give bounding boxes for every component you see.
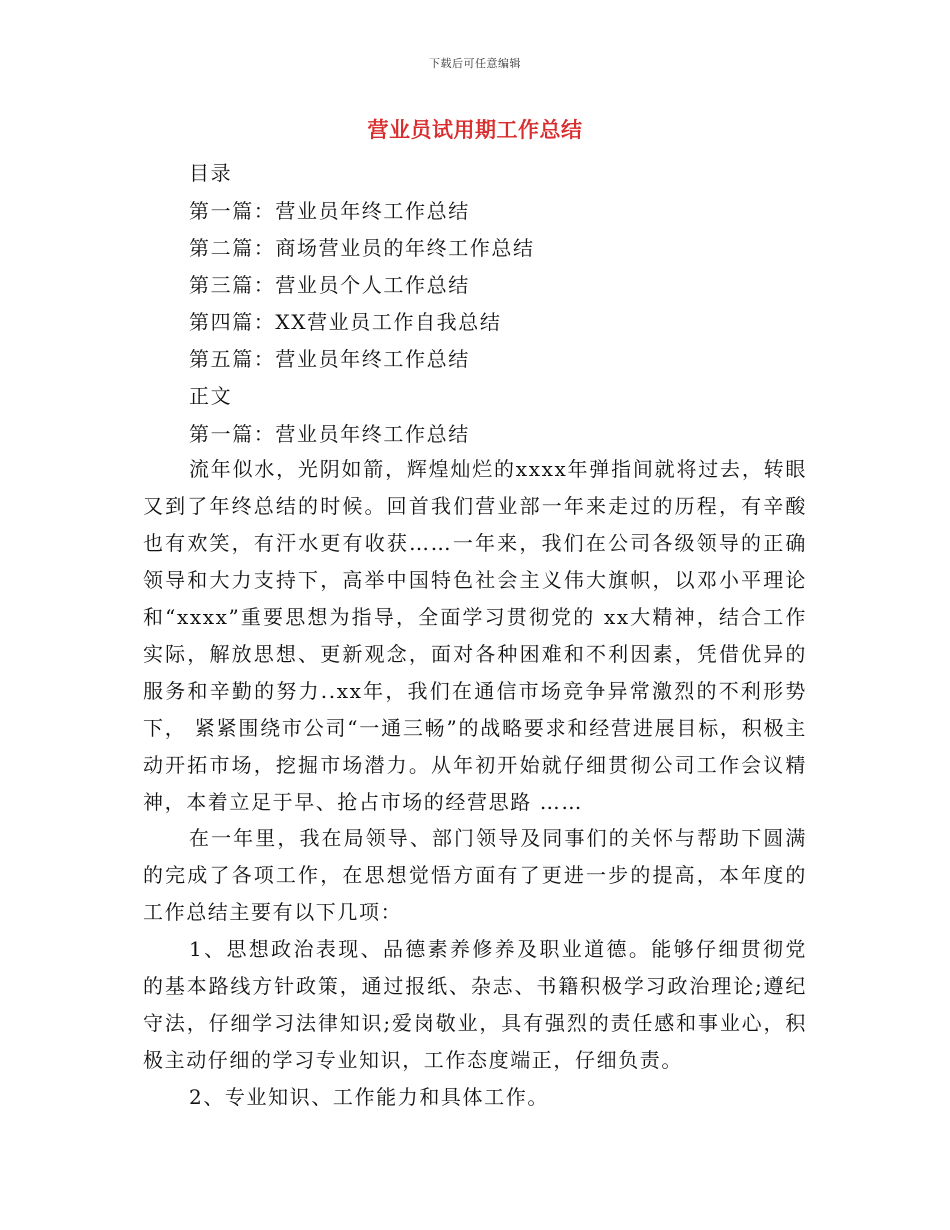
toc-item-5: 第五篇：营业员年终工作总结 (189, 347, 470, 371)
paragraph-3: 1、思想政治表现、品德素养修养及职业道德。能够仔细贯彻党的基本路线方针政策，通过报纸、杂志、书籍积极学习政治理论;遵纪守法，仔细学习法律知识;爱岗敬业，具有强烈的责任感和事业心，积极主动仔细的学习专业知识，工作态度端正，仔细负责。 (143, 937, 807, 1072)
header-note: 下载后可任意编辑 (429, 57, 521, 70)
document-title: 营业员试用期工作总结 (367, 118, 583, 142)
paragraph-1: 流年似水，光阴如箭，辉煌灿烂的xxxx年弹指间就将过去，转眼又到了年终总结的时候。回首我们营业部一年来走过的历程，有辛酸也有欢笑，有汗水更有收获……一年来，我们在公司各级领导的正确领导和大力支持下，高举中国特色社会主义伟大旗帜，以邓小平理论和“xxxx”重要思想为指导，全面学习贯彻党的 xx大精神，结合工作实际，解放思想、更新观念，面对各种困难和不利因素，凭借优异的服务和辛勤的努力..xx年，我们在通信市场竞争异常激烈的不利形势下， 紧紧围绕市公司“一通三畅”的战略要求和经营进展目标，积极主动开拓市场，挖掘市场潜力。从年初开始就仔细贯彻公司工作会议精神，本着立足于早、抢占市场的经营思路 …… (143, 457, 807, 814)
toc-item-1: 第一篇：营业员年终工作总结 (189, 199, 470, 223)
body-heading: 正文 (189, 384, 233, 408)
toc-heading: 目录 (189, 161, 233, 185)
toc-item-4: 第四篇：XX营业员工作自我总结 (189, 310, 502, 334)
toc-item-2: 第二篇：商场营业员的年终工作总结 (189, 236, 535, 260)
toc-item-3: 第三篇：营业员个人工作总结 (189, 273, 470, 297)
section-title: 第一篇：营业员年终工作总结 (189, 422, 470, 446)
paragraph-2: 在一年里，我在局领导、部门领导及同事们的关怀与帮助下圆满的完成了各项工作，在思想觉悟方面有了更进一步的提高，本年度的工作总结主要有以下几项： (143, 826, 807, 924)
paragraph-4: 2、专业知识、工作能力和具体工作。 (189, 1085, 549, 1109)
